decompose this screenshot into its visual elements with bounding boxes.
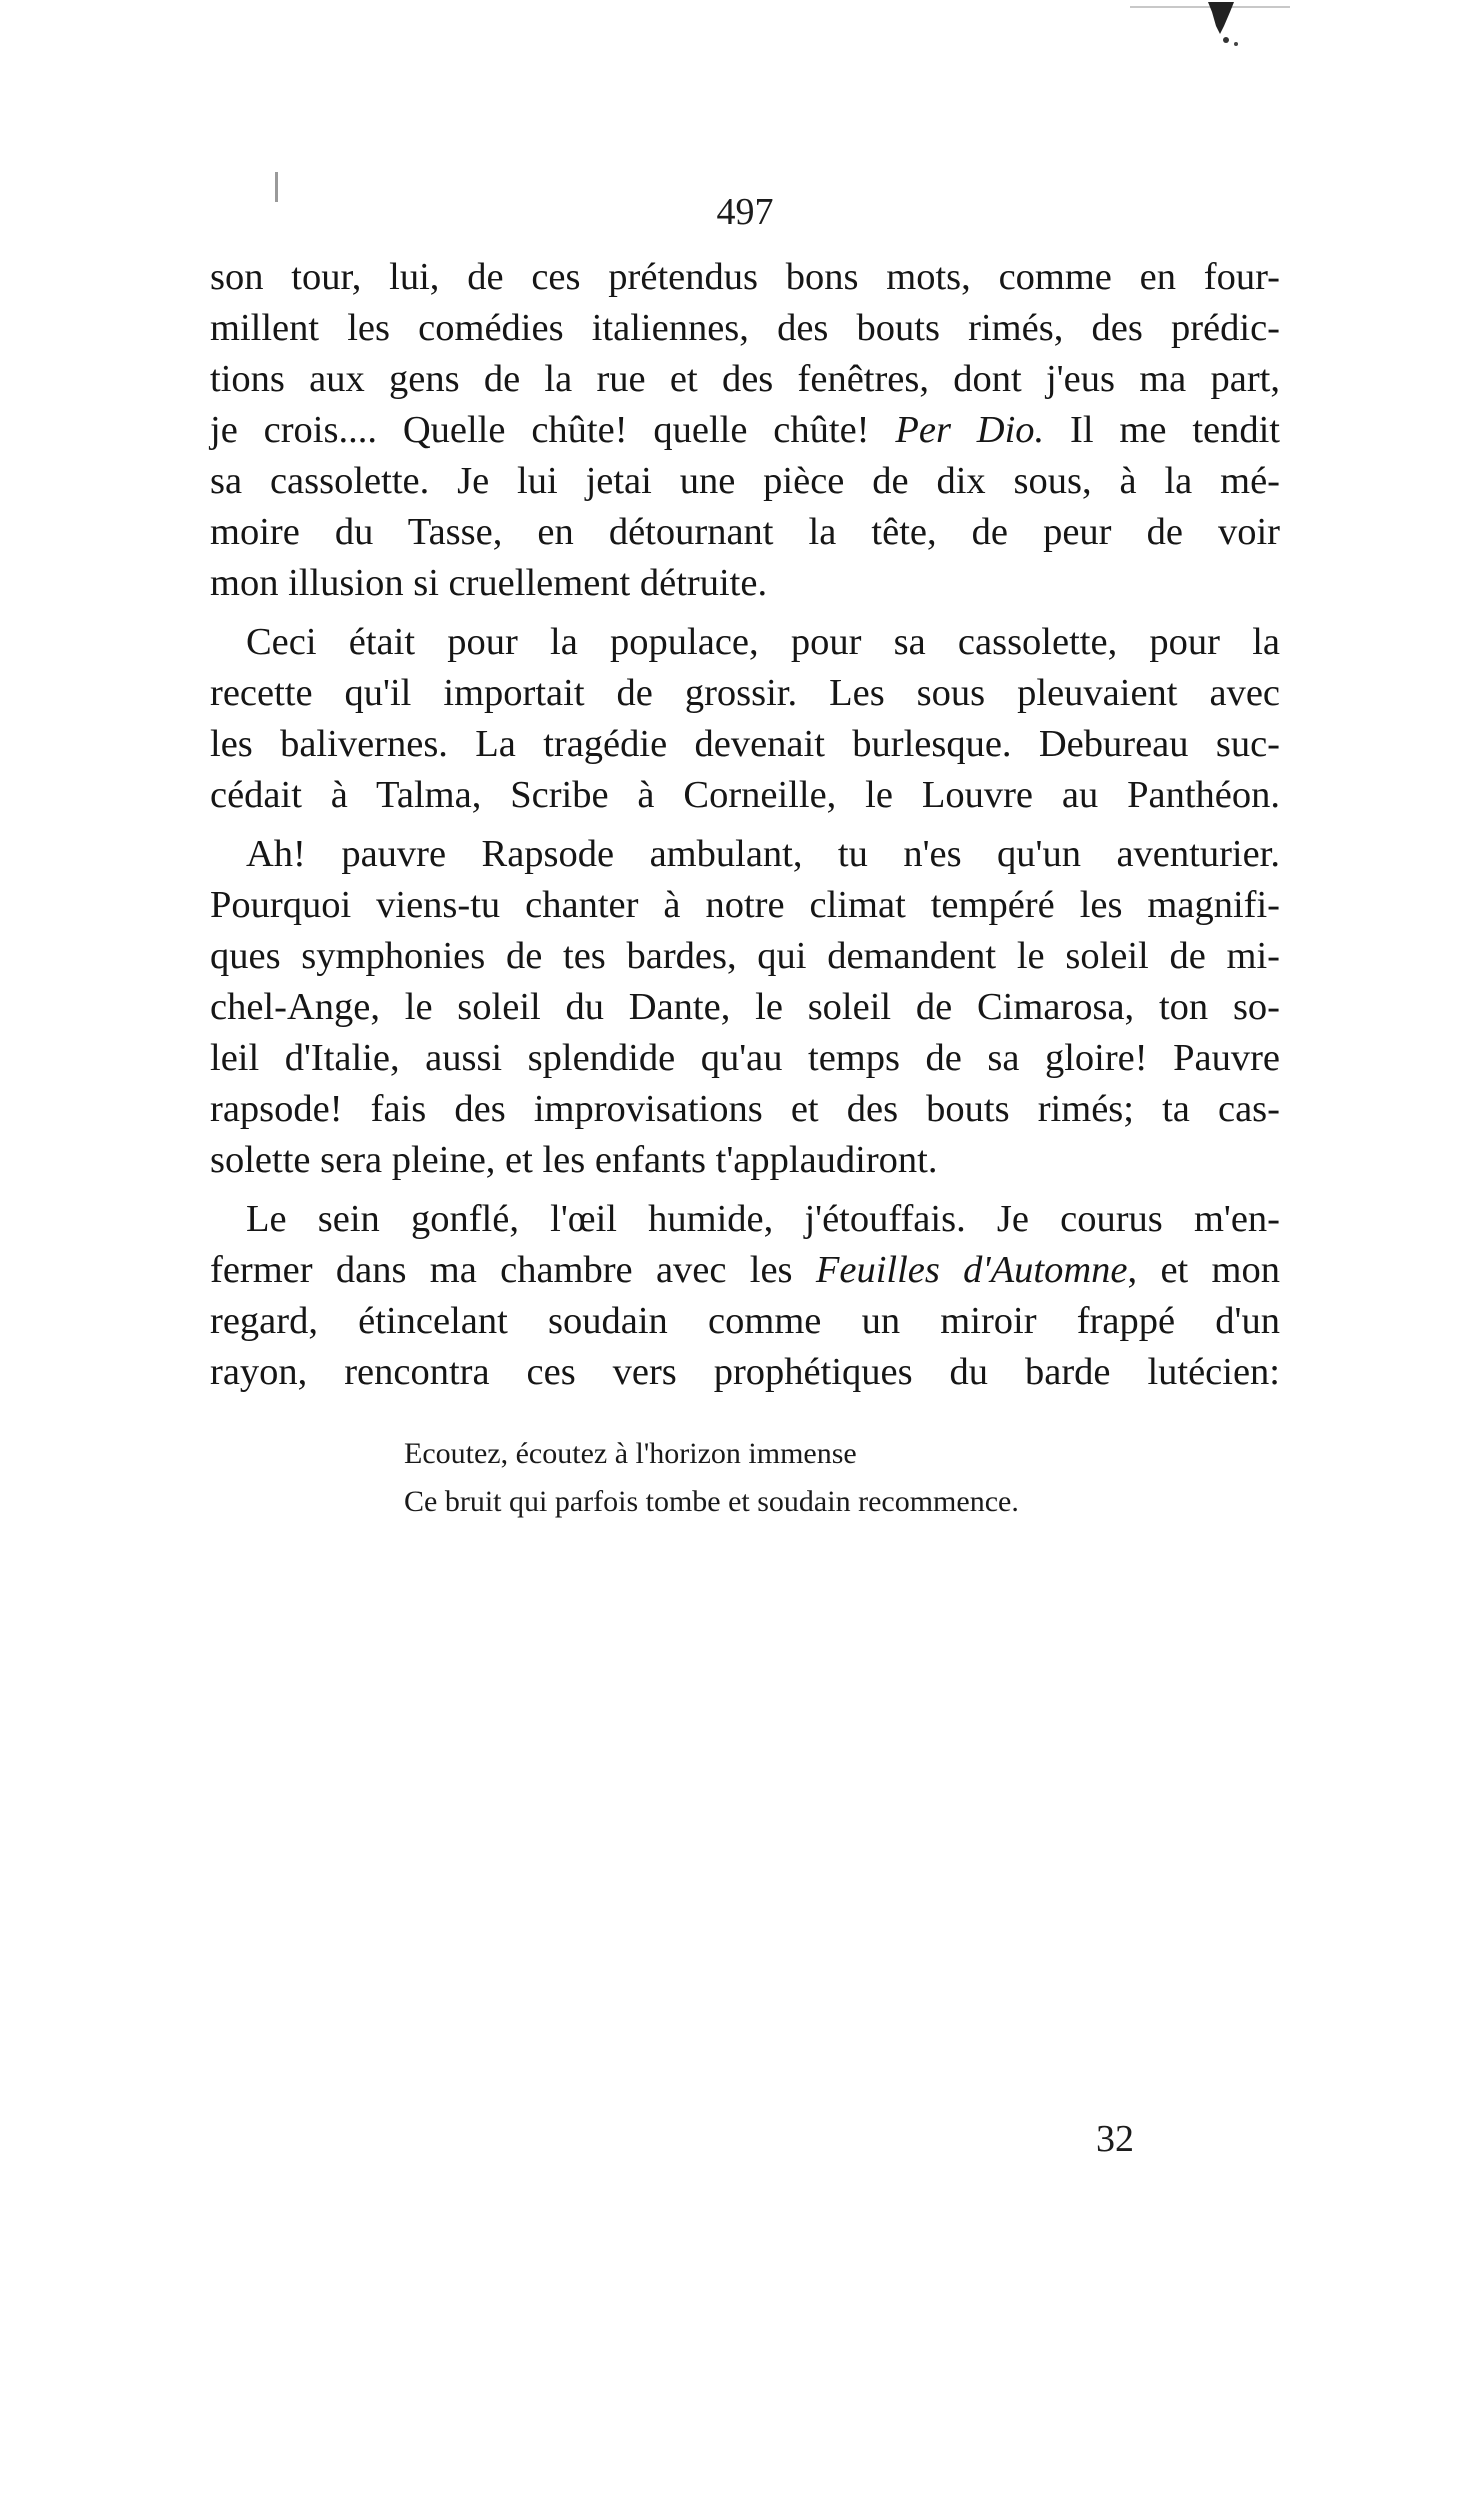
text-line: Ceci était pour la populace, pour sa cassolette, pour la [246,621,1280,663]
text-segment: je crois.... Quelle chûte! quelle chûte! [210,409,896,451]
text-line: mon illusion si cruellement détruite. [210,562,768,604]
text-segment: , et mon [1127,1249,1281,1291]
text-line: recette qu'il importait de grossir. Les sous pleuvaient avec [210,672,1280,714]
margin-mark [275,172,278,202]
italic-phrase: Feuilles d'Automne [815,1249,1128,1291]
text-line-with-italic [210,405,1280,456]
text-line: tions aux gens de la rue et des fenêtres, dont j'eus ma part, [210,358,1280,400]
text-line: moire du Tasse, en détournant la tête, de peur de voir [210,511,1280,553]
paragraph-3 [210,829,1280,1186]
text-line-with-italic [210,1245,1280,1296]
text-line: les balivernes. La tragédie devenait burlesque. Debureau suc- [210,723,1280,765]
text-segment: Il me tendit [1044,409,1280,451]
text-segment: fermer dans ma chambre avec les [210,1249,816,1291]
text-line: Pourquoi viens-tu chanter à notre climat tempéré les magnifi- [210,884,1280,926]
ink-blot-mark [1190,0,1250,50]
text-line: son tour, lui, de ces prétendus bons mots, comme en four- [210,256,1280,298]
text-line: rapsode! fais des improvisations et des bouts rimés; ta cas- [210,1088,1280,1130]
text-line: sa cassolette. Je lui jetai une pièce de dix sous, à la mé- [210,460,1280,502]
text-line: millent les comédies italiennes, des bouts rimés, des prédic- [210,307,1280,349]
signature-mark: 32 [1096,2118,1134,2160]
text-line: leil d'Italie, aussi splendide qu'au temps de sa gloire! Pauvre [210,1037,1280,1079]
paragraph-1 [210,252,1280,609]
text-line: chel-Ange, le soleil du Dante, le soleil de Cimarosa, ton so- [210,986,1280,1028]
text-line: Ah! pauvre Rapsode ambulant, tu n'es qu'un aventurier. [246,833,1280,875]
verse-line: Ecoutez, écoutez à l'horizon immense [404,1437,857,1470]
verse-line: Ce bruit qui parfois tombe et soudain recommence. [404,1485,1019,1518]
text-line: ques symphonies de tes bardes, qui demandent le soleil de mi- [210,935,1280,977]
page-number: 497 [716,191,774,233]
text-line: solette sera pleine, et les enfants t'applaudiront. [210,1139,938,1181]
text-line: cédait à Talma, Scribe à Corneille, le Louvre au Panthéon. [210,774,1280,816]
paragraph-2 [210,617,1280,821]
italic-phrase: Per Dio. [895,409,1045,451]
body-text [210,252,1280,1406]
verse-quotation [404,1430,1164,1526]
text-line: rayon, rencontra ces vers prophétiques du barde lutécien: [210,1351,1280,1393]
text-line: regard, étincelant soudain comme un miroir frappé d'un [210,1300,1280,1342]
paragraph-4 [210,1194,1280,1398]
text-line: Le sein gonflé, l'œil humide, j'étouffais. Je courus m'en- [246,1198,1280,1240]
